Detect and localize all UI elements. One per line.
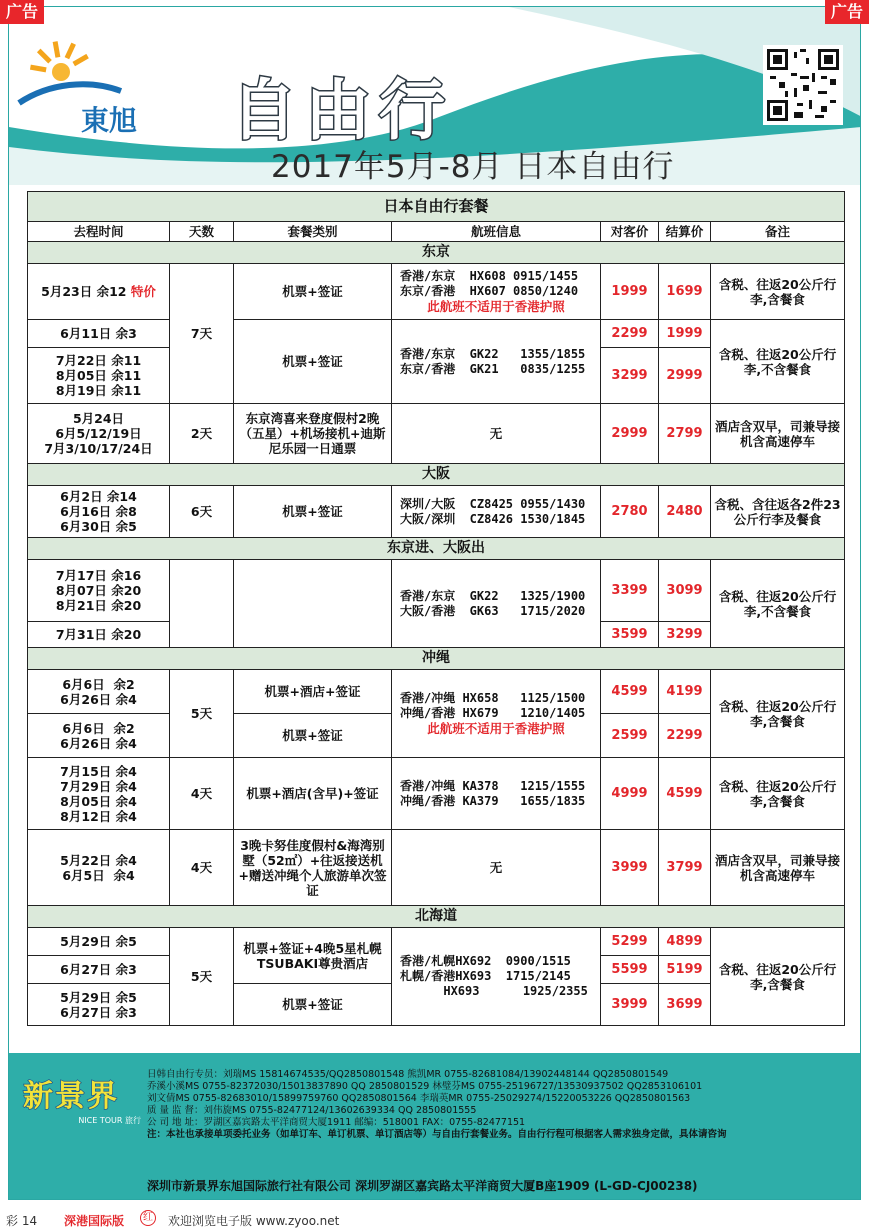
days (170, 560, 234, 648)
remarks: 含税、往返20公斤行李,含餐食 (711, 928, 845, 1026)
remarks: 酒店含双早，司兼导接机含高速停车 (711, 830, 845, 906)
departure-date: 5月23日 余12 特价 (28, 264, 170, 320)
remarks: 含税、往返20公斤行李,含餐食 (711, 264, 845, 320)
contact-list (147, 1069, 847, 1141)
contact-line: 质 量 监 督：刘伟旋MS 0755-82477124/13602639334 QQ 2850801555 (147, 1105, 477, 1116)
package-type: 机票+签证+4晚5星札幌TSUBAKI尊贵酒店 (234, 928, 392, 984)
departure-date: 7月31日 余20 (28, 622, 170, 648)
package-type: 东京湾喜来登度假村2晚（五星）+机场接机+迪斯尼乐园一日通票 (234, 404, 392, 464)
flight-info: 香港/冲绳 HX658 1125/1500 冲绳/香港 HX679 1210/1405 此航班不适用于香港护照 (392, 670, 601, 758)
region-osaka: 大阪 (28, 464, 845, 486)
remarks: 含税、往返20公斤行李,不含餐食 (711, 320, 845, 404)
footer-brand-logo (23, 1071, 141, 1125)
settle-price: 3799 (659, 830, 711, 906)
col-departure: 去程时间 (28, 222, 170, 242)
client-price: 1999 (601, 264, 659, 320)
settle-price: 1999 (659, 320, 711, 348)
contact-line: 刘文倩MS 0755-82683010/15899759760 QQ2850801564 李瑞英MR 0755-25029274/15220053226 QQ2850801563 (147, 1093, 691, 1104)
page-number: 彩 14 (6, 1214, 38, 1228)
departure-date: 6月6日 余2 6月26日 余4 (28, 714, 170, 758)
client-price: 3999 (601, 830, 659, 906)
table-row (28, 670, 845, 714)
package-type: 机票+签证 (234, 714, 392, 758)
days: 4天 (170, 758, 234, 830)
flight-info: 无 (392, 830, 601, 906)
ad-label-left: 广告 (0, 0, 44, 24)
remarks: 含税、含往返各2件23公斤行李及餐食 (711, 486, 845, 538)
contact-line: 公 司 地 址：罗湖区嘉宾路太平洋商贸大厦1911 邮编：518001 FAX：0755-82477151 (147, 1117, 526, 1128)
departure-date: 7月22日 余11 8月05日 余11 8月19日 余11 (28, 348, 170, 404)
settle-price: 2799 (659, 404, 711, 464)
flight-info: 香港/冲绳 KA378 1215/1555 冲绳/香港 KA379 1655/1835 (392, 758, 601, 830)
col-client-price: 对客价 (601, 222, 659, 242)
package-type (234, 560, 392, 648)
company-address: 深圳市新景界东旭国际旅行社有限公司 深圳罗湖区嘉宾路太平洋商贸大厦B座1909 (L-GD-CJ00238) (147, 1179, 698, 1193)
contact-line: 乔溪小溪MS 0755-82372030/15013837890 QQ 2850801529 林璧芬MS 0755-25196727/13530937502 QQ2853106101 (147, 1081, 703, 1092)
region-tokyo: 东京 (28, 242, 845, 264)
package-type: 3晚卡努佳度假村&海湾别墅（52㎡）+往返接送机+赠送冲绳个人旅游单次签证 (234, 830, 392, 906)
settle-price: 2299 (659, 714, 711, 758)
settle-price: 3299 (659, 622, 711, 648)
brand-logo-text: 東旭 (81, 106, 138, 137)
col-package-type: 套餐类别 (234, 222, 392, 242)
days: 7天 (170, 264, 234, 404)
departure-date: 6月11日 余3 (28, 320, 170, 348)
client-price: 3999 (601, 984, 659, 1026)
days: 5天 (170, 670, 234, 758)
settle-price: 4199 (659, 670, 711, 714)
settle-price: 2480 (659, 486, 711, 538)
client-price: 3399 (601, 560, 659, 622)
flight-info: 无 (392, 404, 601, 464)
client-price: 2599 (601, 714, 659, 758)
remarks: 含税、往返20公斤行李,含餐食 (711, 758, 845, 830)
col-settle-price: 结算价 (659, 222, 711, 242)
flight-info: 香港/札幌HX692 0900/1515 札幌/香港HX693 1715/2145 HX693 1925/2355 (392, 928, 601, 1026)
flight-info: 香港/东京 GK22 1355/1855 东京/香港 GK21 0835/1255 (392, 320, 601, 404)
client-price: 2299 (601, 320, 659, 348)
days: 4天 (170, 830, 234, 906)
days: 5天 (170, 928, 234, 1026)
col-days: 天数 (170, 222, 234, 242)
footer-contact-panel (9, 1053, 861, 1200)
departure-date: 7月15日 余4 7月29日 余4 8月05日 余4 8月12日 余4 (28, 758, 170, 830)
col-remarks: 备注 (711, 222, 845, 242)
region-tokyo-osaka: 东京进、大阪出 (28, 538, 845, 560)
table-row (28, 320, 845, 348)
remarks: 酒店含双早，司兼导接机含高速停车 (711, 404, 845, 464)
departure-date: 5月22日 余4 6月5日 余4 (28, 830, 170, 906)
settle-price: 2999 (659, 348, 711, 404)
settle-price: 5199 (659, 956, 711, 984)
client-price: 5599 (601, 956, 659, 984)
package-type: 机票+签证 (234, 264, 392, 320)
col-flight: 航班信息 (392, 222, 601, 242)
special-badge: 特价 (130, 284, 156, 299)
table-row (28, 560, 845, 622)
departure-date: 6月27日 余3 (28, 956, 170, 984)
flight-info: 香港/东京 HX608 0915/1455 东京/香港 HX607 0850/1240 此航班不适用于香港护照 (392, 264, 601, 320)
ad-label-right: 广告 (825, 0, 869, 24)
days: 2天 (170, 404, 234, 464)
header-banner (9, 7, 861, 185)
contact-note: 注：本社也承接单项委托业务（如单订车、单订机票、单订酒店等）与自由行套餐业务。自由行行程可根据客人需求独身定做，具体请咨询 (147, 1129, 727, 1140)
page-frame (8, 6, 861, 1200)
page-bar (0, 1208, 869, 1230)
client-price: 5299 (601, 928, 659, 956)
color-tag-icon: 红 (140, 1210, 156, 1226)
remarks: 含税、往返20公斤行李,不含餐食 (711, 560, 845, 648)
footer-brand-name: 新景界 (23, 1079, 119, 1114)
settle-price: 4899 (659, 928, 711, 956)
settle-price: 1699 (659, 264, 711, 320)
package-type: 机票+签证 (234, 486, 392, 538)
settle-price: 3099 (659, 560, 711, 622)
client-price: 3299 (601, 348, 659, 404)
table-row (28, 928, 845, 956)
table-row (28, 486, 845, 538)
package-table (27, 191, 845, 1026)
edition-name: 深港国际版 (64, 1214, 125, 1228)
client-price: 4999 (601, 758, 659, 830)
settle-price: 3699 (659, 984, 711, 1026)
package-type: 机票+签证 (234, 984, 392, 1026)
table-row (28, 830, 845, 906)
footer-brand-tagline: NICE TOUR 旅行 (78, 1116, 141, 1125)
table-header-row (28, 222, 845, 242)
qr-code-icon[interactable] (763, 45, 843, 125)
departure-date: 5月29日 余5 (28, 928, 170, 956)
departure-date: 7月17日 余16 8月07日 余20 8月21日 余20 (28, 560, 170, 622)
client-price: 2999 (601, 404, 659, 464)
page-subtitle: 2017年5月-8月 日本自由行 (271, 149, 675, 185)
flight-note: 此航班不适用于香港护照 (427, 721, 565, 736)
table-row (28, 404, 845, 464)
departure-date: 6月6日 余2 6月26日 余4 (28, 670, 170, 714)
client-price: 2780 (601, 486, 659, 538)
package-type: 机票+签证 (234, 320, 392, 404)
days: 6天 (170, 486, 234, 538)
table-title: 日本自由行套餐 (28, 192, 845, 222)
region-okinawa: 冲绳 (28, 648, 845, 670)
settle-price: 4599 (659, 758, 711, 830)
remarks: 含税、往返20公斤行李,含餐食 (711, 670, 845, 758)
client-price: 3599 (601, 622, 659, 648)
package-type: 机票+酒店+签证 (234, 670, 392, 714)
site-link[interactable]: 欢迎浏览电子版 www.zyoo.net (168, 1214, 340, 1228)
contact-line: 日韩自由行专员：刘瑞MS 15814674535/QQ2850801548 熊凯MR 0755-82681084/13902448144 QQ2850801549 (147, 1069, 669, 1080)
departure-date: 5月29日 余5 6月27日 余3 (28, 984, 170, 1026)
table-row (28, 758, 845, 830)
flight-info: 深圳/大阪 CZ8425 0955/1430 大阪/深圳 CZ8426 1530/1845 (392, 486, 601, 538)
table-row (28, 264, 845, 320)
client-price: 4599 (601, 670, 659, 714)
departure-date: 6月2日 余14 6月16日 余8 6月30日 余5 (28, 486, 170, 538)
region-hokkaido: 北海道 (28, 906, 845, 928)
flight-info: 香港/东京 GK22 1325/1900 大阪/香港 GK63 1715/2020 (392, 560, 601, 648)
package-type: 机票+酒店(含早)+签证 (234, 758, 392, 830)
departure-date: 5月24日 6月5/12/19日 7月3/10/17/24日 (28, 404, 170, 464)
flight-note: 此航班不适用于香港护照 (427, 299, 565, 314)
page-title: 自由行 (231, 71, 453, 149)
